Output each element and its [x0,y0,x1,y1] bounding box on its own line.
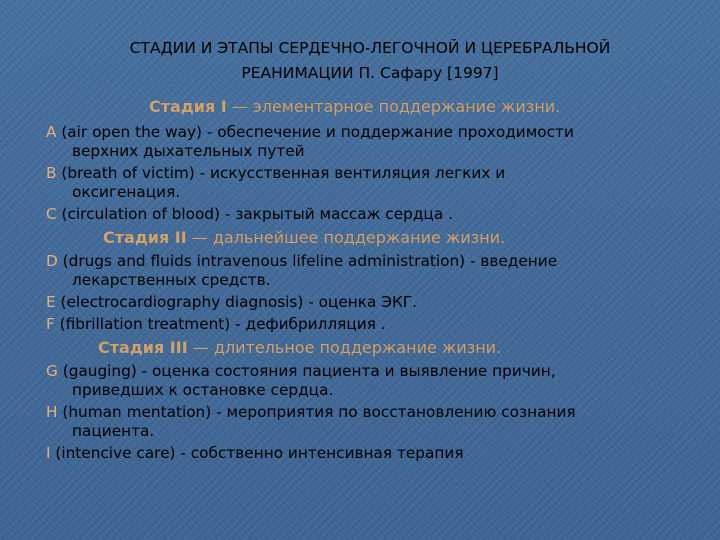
item-text: (intencive care) - собственно интенсивная терапия [50,444,464,462]
item-continuation: верхних дыхательных путей [72,142,305,160]
stage-2-heading [46,227,686,249]
stage-3-dash: — [187,338,214,357]
item-text: (breath of victim) - искусственная вентиляция легких и [56,164,506,182]
item-text: (drugs and fluids intravenous lifeline administration) - введение [57,252,558,270]
item-continuation: приведших к остановке сердца. [72,381,334,399]
item-text: (human mentation) - мероприятия по восстановлению сознания [57,403,576,421]
title-line-2: РЕАНИМАЦИИ П. Сафару [1997] [241,64,499,82]
item-g [46,362,686,400]
item-letter: G [46,362,58,380]
item-text: (circulation of blood) - закрытый массаж сердца . [56,205,453,223]
item-f [46,315,686,334]
stage-2-description: дальнейшее поддержание жизни. [212,228,506,247]
item-letter: А [46,123,57,141]
stage-2-label: Стадия II [103,228,187,247]
stage-3-label: Стадия III [98,338,188,357]
item-continuation: оксигенация. [72,183,181,201]
stage-3-description: длительное поддержание жизни. [213,338,502,357]
title-line-1: СТАДИИ И ЭТАПЫ СЕРДЕЧНО-ЛЕГОЧНОЙ И ЦЕРЕБРАЛЬНОЙ [129,39,611,57]
item-a [46,123,686,161]
slide-title [40,36,700,86]
item-text: (air open the way) - обеспечение и поддержание проходимости [56,123,574,141]
item-letter: I [46,444,51,462]
item-letter: D [46,252,58,270]
item-letter: В [46,164,57,182]
stage-1-description: элементарное поддержание жизни. [252,97,561,116]
stage-3-heading [46,337,686,359]
stage-1-heading [46,96,686,118]
item-letter: H [46,403,58,421]
item-continuation: лекарственных средств. [72,271,271,289]
item-c [46,205,686,224]
item-letter: С [46,205,57,223]
item-b [46,164,686,202]
item-text: (electrocardiography diagnosis) - оценка ЭКГ. [55,293,418,311]
slide-content [46,96,686,466]
item-d [46,252,686,290]
stage-1-label: Стадия I [149,97,227,116]
item-text: (fibrillation treatment) - дефибрилляция . [54,315,386,333]
stage-1-dash: — [226,97,253,116]
item-text: (gauging) - оценка состояния пациента и выявление причин, [57,362,556,380]
item-e [46,293,686,312]
item-continuation: пациента. [72,422,155,440]
item-i [46,444,686,463]
item-letter: F [46,315,55,333]
stage-2-dash: — [186,228,213,247]
item-letter: E [46,293,56,311]
item-h [46,403,686,441]
